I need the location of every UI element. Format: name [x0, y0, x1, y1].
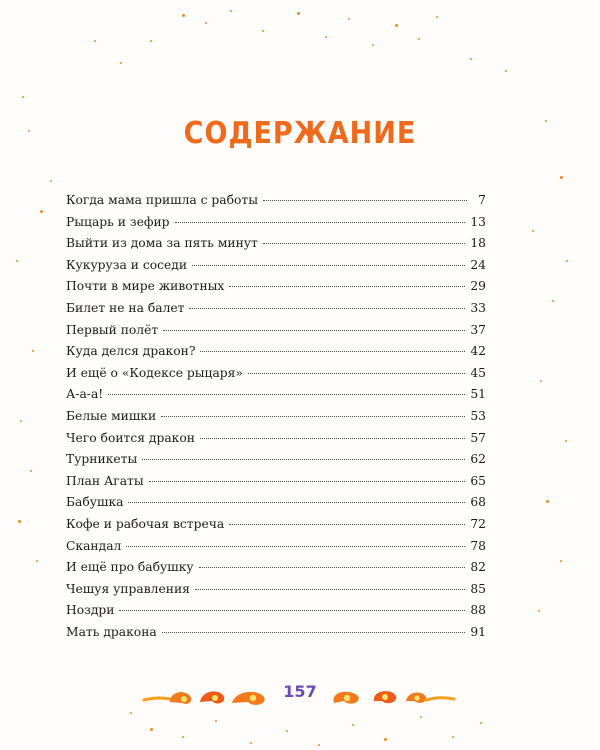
toc-entry-title: Турникеты	[66, 452, 138, 467]
toc-entry-page: 33	[470, 300, 486, 315]
toc-entry-page: 45	[470, 365, 486, 380]
toc-entry-title: Первый полёт	[66, 322, 159, 337]
toc-entry-page: 13	[470, 214, 486, 229]
speck	[150, 728, 153, 731]
speck	[552, 300, 554, 302]
flame-swirl-icon	[322, 684, 458, 710]
speck	[262, 30, 264, 32]
toc-entry-title: Белые мишки	[66, 408, 157, 423]
dot-leader	[195, 589, 465, 590]
speck	[546, 500, 549, 503]
speck	[50, 180, 52, 182]
toc-entry-title: А-а-а!	[66, 387, 104, 402]
dot-leader	[199, 567, 466, 568]
toc-entry-title: И ещё про бабушку	[66, 560, 194, 575]
toc-entry-title: Билет не на балет	[66, 300, 185, 315]
speck	[20, 420, 22, 422]
speck	[420, 716, 422, 718]
toc-entry	[66, 514, 486, 536]
toc-entry	[66, 622, 486, 644]
toc-entry-title: Куда делся дракон?	[66, 344, 196, 359]
speck	[32, 350, 34, 352]
speck	[540, 380, 542, 382]
toc-entry-page: 85	[470, 581, 486, 596]
speck	[16, 260, 18, 262]
toc-entry-page: 51	[470, 387, 486, 402]
toc-entry-page: 91	[470, 624, 486, 639]
toc-entry	[66, 536, 486, 558]
page-title: СОДЕРЖАНИЕ	[183, 116, 417, 151]
toc-entry	[66, 212, 486, 234]
speck	[348, 18, 350, 20]
toc-entry	[66, 492, 486, 514]
speck	[325, 36, 327, 38]
speck	[505, 70, 507, 72]
speck	[436, 16, 438, 18]
toc-entry	[66, 579, 486, 601]
speck	[250, 742, 252, 744]
speck	[297, 12, 300, 15]
toc-entry	[66, 449, 486, 471]
dot-leader	[142, 459, 465, 460]
dot-leader	[200, 351, 465, 352]
speck	[372, 44, 374, 46]
toc-entry	[66, 428, 486, 450]
toc-entry-page: 88	[470, 603, 486, 618]
toc-entry-title: Рыцарь и зефир	[66, 214, 170, 229]
toc-entry-page: 57	[470, 430, 486, 445]
speck	[120, 62, 122, 64]
speck	[566, 260, 568, 262]
toc-entry	[66, 363, 486, 385]
dot-leader	[248, 373, 465, 374]
page-number: 157	[283, 682, 317, 701]
speck	[18, 520, 21, 523]
dot-leader	[128, 502, 465, 503]
toc-entry-page: 53	[470, 408, 486, 423]
toc-entry	[66, 384, 486, 406]
toc-entry-page: 68	[470, 495, 486, 510]
speck	[352, 724, 354, 726]
toc-entry-title: Кукуруза и соседи	[66, 257, 188, 272]
speck	[215, 720, 217, 722]
toc-entry-page: 62	[470, 452, 486, 467]
speck	[30, 470, 32, 472]
page-footer	[0, 680, 600, 716]
toc-entry-title: Скандал	[66, 538, 122, 553]
toc-entry-title: Мать дракона	[66, 624, 157, 639]
toc-entry-page: 7	[478, 193, 486, 207]
speck	[182, 14, 185, 17]
toc-entry-title: Бабушка	[66, 495, 124, 510]
toc-entry-page: 18	[470, 236, 486, 251]
toc-entry	[66, 276, 486, 298]
dot-leader	[163, 330, 465, 331]
toc-entry	[66, 233, 486, 255]
toc-entry-title: Выйти из дома за пять минут	[66, 236, 258, 251]
speck	[230, 10, 232, 12]
toc-entry-title: Когда мама пришла с работы	[66, 193, 259, 207]
toc-entry-page: 78	[470, 538, 486, 553]
speck	[452, 736, 454, 738]
toc-entry	[66, 600, 486, 622]
dot-leader	[200, 438, 465, 439]
toc-entry	[66, 341, 486, 363]
dot-leader	[162, 632, 466, 633]
toc-entry	[66, 255, 486, 277]
dot-leader	[119, 610, 465, 611]
toc-entry-page: 82	[470, 560, 486, 575]
toc-entry	[66, 557, 486, 579]
toc-entry-page: 24	[470, 257, 486, 272]
speck	[36, 560, 38, 562]
speck	[205, 22, 207, 24]
speck	[538, 610, 540, 612]
dot-leader	[192, 265, 465, 266]
dot-leader	[126, 546, 465, 547]
toc-entry-page: 37	[470, 322, 486, 337]
toc-entry	[66, 298, 486, 320]
dot-leader	[189, 308, 465, 309]
toc-entry-page: 65	[470, 473, 486, 488]
toc-entry	[66, 320, 486, 342]
speck	[318, 744, 320, 746]
table-of-contents	[66, 190, 486, 643]
speck	[182, 736, 184, 738]
toc-entry-page: 42	[470, 344, 486, 359]
toc-entry	[66, 471, 486, 493]
speck	[480, 722, 482, 724]
speck	[565, 440, 567, 442]
toc-entry-title: Кофе и рабочая встреча	[66, 516, 225, 531]
toc-entry-title: Чешуя управления	[66, 581, 190, 596]
dot-leader	[229, 286, 465, 287]
speck	[384, 738, 387, 741]
speck	[470, 58, 472, 60]
dot-leader	[161, 416, 465, 417]
speck	[94, 40, 96, 42]
dot-leader	[149, 481, 466, 482]
toc-entry-title: Ноздри	[66, 603, 115, 618]
dot-leader	[263, 243, 466, 244]
toc-entry-page: 29	[470, 279, 486, 294]
speck	[22, 96, 24, 98]
speck	[560, 560, 562, 562]
dot-leader	[108, 394, 465, 395]
toc-entry-page: 72	[470, 516, 486, 531]
toc-entry-title: Чего боится дракон	[66, 430, 195, 445]
dot-leader	[263, 200, 467, 201]
toc-entry-title: Почти в мире животных	[66, 279, 225, 294]
speck	[532, 230, 534, 232]
toc-entry-title: План Агаты	[66, 473, 144, 488]
speck	[40, 210, 43, 213]
toc-entry-title: И ещё о «Кодексе рыцаря»	[66, 365, 243, 380]
speck	[560, 176, 563, 179]
speck	[395, 24, 398, 27]
speck	[150, 40, 152, 42]
speck	[418, 38, 420, 40]
speck	[286, 730, 288, 732]
toc-entry	[66, 190, 486, 212]
toc-entry	[66, 406, 486, 428]
dot-leader	[229, 524, 465, 525]
dot-leader	[175, 222, 466, 223]
